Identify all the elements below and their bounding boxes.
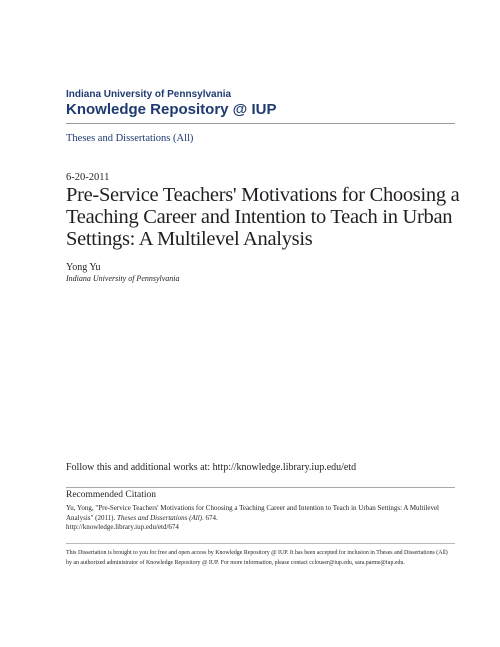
header-divider [66,123,455,124]
follow-text: Follow this and additional works at: [66,462,213,473]
notice-joiner: , [351,559,355,566]
author-name: Yong Yu [66,262,101,273]
contact-email-link[interactable]: cclouser@iup.edu [309,559,352,566]
document-title: Pre-Service Teachers' Motivations for Choosing a Teaching Career and Intention to Teach in Urban Settings: A Multilevel Analysis [66,184,460,250]
citation-divider [66,487,455,488]
notice-end: . [403,559,405,566]
access-notice [66,549,454,568]
citation-number: . 674. [202,513,218,522]
recommended-citation-heading: Recommended Citation [66,490,156,500]
citation-series: Theses and Dissertations (All) [117,513,202,522]
notice-text: This Dissertation is brought to you for free and open access by Knowledge Repository @ IUP. It has been accepted for inclusion in Theses and Dissertations (All) by an authorized administrator of Knowledge Repository @ IUP. For more information, please contact [66,550,448,566]
citation-prefix: Yu, Yong, "Pre-Service Teachers' Motivations for Choosing a Teaching Career and Intention to Teach in Urban Settings: A Multilevel Analysis" (2011). [66,504,439,522]
author-affiliation: Indiana University of Pennsylvania [66,274,180,283]
contact-email-link-2[interactable]: sara.parme@iup.edu [354,559,404,566]
follow-link[interactable]: http://knowledge.library.iup.edu/etd [212,462,357,473]
publication-date: 6-20-2011 [66,172,110,183]
citation-link[interactable]: http://knowledge.library.iup.edu/etd/674 [66,523,179,532]
collection-link[interactable]: Theses and Dissertations (All) [66,133,194,144]
repository-name: Knowledge Repository @ IUP [66,101,277,118]
follow-line [66,462,356,473]
citation-text [66,504,454,533]
notice-divider [66,543,455,544]
institution-name: Indiana University of Pennsylvania [66,89,232,100]
